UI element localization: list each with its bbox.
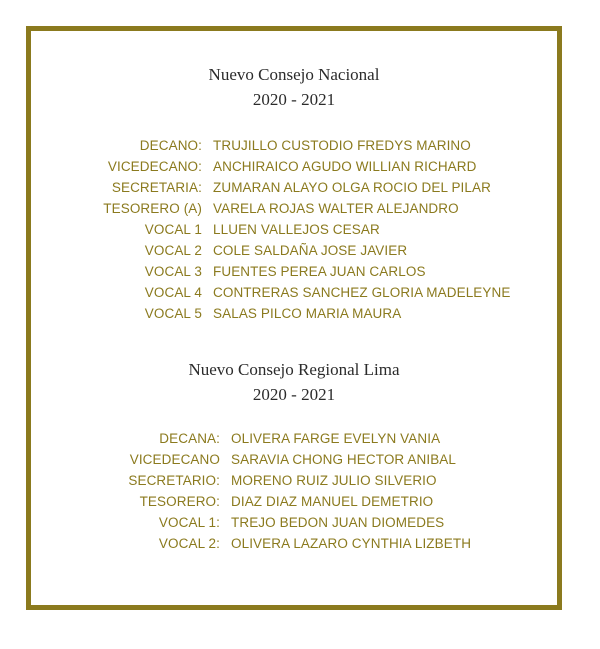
member-name: CONTRERAS SANCHEZ GLORIA MADELEYNE (213, 285, 511, 300)
member-name: OLIVERA LAZARO CYNTHIA LIZBETH (231, 536, 472, 551)
nacional-years: 2020 - 2021 (252, 90, 336, 109)
member-role: DECANO: (139, 138, 202, 153)
list-item (31, 198, 557, 219)
member-name: SALAS PILCO MARIA MAURA (213, 306, 402, 321)
member-role: VOCAL 2 (144, 243, 202, 258)
member-role: DECANA: (159, 431, 220, 446)
member-role: VOCAL 5 (144, 306, 202, 321)
list-item (31, 512, 557, 533)
member-role: VOCAL 1: (158, 515, 220, 530)
list-item (31, 261, 557, 282)
member-role: VICEDECANO: (107, 159, 202, 174)
member-role: VOCAL 1 (144, 222, 202, 237)
member-name: ANCHIRAICO AGUDO WILLIAN RICHARD (213, 159, 477, 174)
member-name: FUENTES PEREA JUAN CARLOS (213, 264, 426, 279)
member-name: DIAZ DIAZ MANUEL DEMETRIO (231, 494, 434, 509)
member-role: TESORERO: (139, 494, 220, 509)
member-name: MORENO RUIZ JULIO SILVERIO (231, 473, 437, 488)
member-role: SECRETARIO: (128, 473, 220, 488)
list-item (31, 156, 557, 177)
nacional-title: Nuevo Consejo Nacional (208, 65, 380, 84)
member-role: SECRETARIA: (111, 180, 202, 195)
list-item (31, 303, 557, 324)
member-name: COLE SALDAÑA JOSE JAVIER (213, 243, 408, 258)
list-item (31, 470, 557, 491)
member-name: TRUJILLO CUSTODIO FREDYS MARINO (213, 138, 471, 153)
member-name: LLUEN VALLEJOS CESAR (213, 222, 380, 237)
document-frame (26, 26, 562, 610)
member-role: VICEDECANO (129, 452, 220, 467)
regional-years: 2020 - 2021 (252, 385, 336, 404)
member-name: SARAVIA CHONG HECTOR ANIBAL (231, 452, 457, 467)
list-item (31, 449, 557, 470)
list-item (31, 282, 557, 303)
list-item (31, 177, 557, 198)
member-role: VOCAL 2: (158, 536, 220, 551)
list-item (31, 533, 557, 554)
list-item (31, 240, 557, 261)
list-item (31, 135, 557, 156)
member-name: OLIVERA FARGE EVELYN VANIA (231, 431, 441, 446)
member-role: VOCAL 3 (144, 264, 202, 279)
member-role: VOCAL 4 (144, 285, 202, 300)
list-item (31, 491, 557, 512)
member-name: TREJO BEDON JUAN DIOMEDES (231, 515, 445, 530)
list-item (31, 219, 557, 240)
list-item (31, 428, 557, 449)
member-name: ZUMARAN ALAYO OLGA ROCIO DEL PILAR (213, 180, 491, 195)
member-role: TESORERO (A) (103, 201, 202, 216)
member-name: VARELA ROJAS WALTER ALEJANDRO (213, 201, 459, 216)
regional-title: Nuevo Consejo Regional Lima (188, 360, 400, 379)
